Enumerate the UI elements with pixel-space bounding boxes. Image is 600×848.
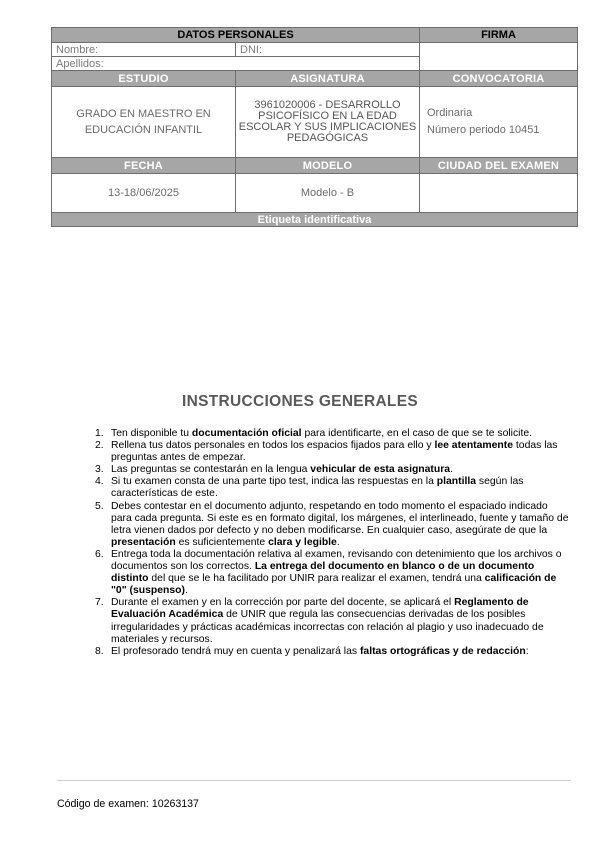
instruction-number: 4. — [95, 476, 104, 488]
instruction-bold-text: vehicular de esta asignatura — [310, 464, 451, 476]
instruction-item — [95, 440, 571, 464]
instruction-text: Ten disponible tu — [111, 428, 192, 439]
instructions-list — [95, 428, 571, 658]
dni-label: DNI: — [240, 43, 262, 56]
instruction-number: 2. — [95, 440, 104, 452]
apellidos-label: Apellidos: — [56, 57, 104, 70]
convocatoria-value — [420, 87, 578, 158]
instruction-text: todas las preguntas antes de empezar. — [111, 440, 558, 464]
instruction-number: 5. — [95, 500, 104, 512]
instruction-text: : — [525, 645, 529, 657]
convocatoria-line-1: Ordinaria — [427, 107, 473, 119]
estudio-header: ESTUDIO — [52, 71, 236, 87]
instruction-bold-text: lee atentamente — [434, 440, 514, 452]
instruction-text: . — [450, 464, 453, 476]
asignatura-line-4: PEDAGÓGICAS — [286, 132, 369, 144]
asignatura-line-1: 3961020006 - DESARROLLO — [254, 99, 401, 111]
instruction-bold-text: Reglamento de Evaluación Académica — [111, 597, 529, 621]
footer-divider — [57, 780, 571, 781]
asignatura-line-3: ESCOLAR Y SUS IMPLICACIONES — [238, 121, 417, 133]
instruction-text: . — [336, 536, 340, 548]
exam-header-form — [51, 27, 578, 227]
estudio-line-1: GRADO EN MAESTRO EN — [76, 108, 211, 120]
fecha-value: 13-18/06/2025 — [52, 174, 236, 213]
instruction-bold-text: calificación de "0" (suspenso) — [111, 573, 557, 597]
asignatura-header: ASIGNATURA — [236, 71, 420, 87]
instruction-text: para identificarte, en el caso de que se te solicite. — [301, 428, 533, 439]
fecha-header: FECHA — [52, 158, 236, 174]
instruction-text: Entrega toda la documentación relativa al examen, revisando con detenimiento que los archivos o documentos son los correctos. — [111, 548, 562, 573]
instruction-item — [95, 548, 571, 597]
instruction-item — [95, 476, 571, 500]
instruction-number: 3. — [95, 464, 104, 476]
estudio-value — [52, 87, 236, 158]
instruction-text: Las preguntas se contestarán en la lengua — [111, 464, 311, 476]
asignatura-value — [236, 87, 420, 158]
datos-personales-header: DATOS PERSONALES — [52, 28, 420, 43]
instruction-bold-text: La entrega del documento en blanco o de un documento distinto — [111, 561, 535, 585]
firma-header: FIRMA — [420, 28, 578, 43]
instruction-text: del que se le ha facilitado por UNIR para realizar el examen, tendrá una — [148, 573, 485, 585]
ciudad-header: CIUDAD DEL EXAMEN — [420, 158, 578, 174]
instruction-text: Debes contestar en el documento adjunto, respetando en todo momento el espaciado indicado para cada pregunta. Si este es en formato digital, los márgenes, el interlineado, fuente y tamaño de letra vienen dados por defecto y no deben modificarse. En cualquier caso, asegúrate de que la — [111, 500, 569, 536]
instructions-title: INSTRUCCIONES GENERALES — [182, 393, 418, 410]
modelo-value: Modelo - B — [236, 174, 420, 213]
instruction-bold-text: documentación oficial — [191, 428, 302, 439]
instruction-text: de UNIR que regula las consecuencias derivadas de los posibles irregularidades y prácticas académicas incorrectas con relación al plagio y uso inadecuado de materiales y recursos. — [111, 609, 544, 645]
modelo-header: MODELO — [236, 158, 420, 174]
instruction-item — [95, 645, 571, 658]
instruction-bold-text: faltas ortográficas y de redacción — [359, 645, 526, 657]
instruction-text: . — [184, 585, 188, 597]
estudio-line-2: EDUCACIÓN INFANTIL — [84, 124, 203, 136]
apellidos-field[interactable] — [52, 57, 420, 71]
exam-code: Código de examen: 10263137 — [57, 798, 199, 810]
instruction-text: es suficientemente — [175, 536, 269, 548]
instruction-bold-text: presentación — [111, 536, 176, 548]
instruction-item — [95, 464, 571, 476]
nombre-field[interactable] — [52, 43, 236, 57]
instruction-text: Si tu examen consta de una parte tipo test, indica las respuestas en la — [111, 476, 437, 488]
instruction-item — [95, 597, 571, 645]
instruction-text: El profesorado tendrá muy en cuenta y penalizará las — [111, 645, 360, 657]
dni-field[interactable] — [236, 43, 420, 57]
instruction-text: Durante el examen y en la corrección por parte del docente, se aplicará el — [111, 597, 455, 609]
convocatoria-header: CONVOCATORIA — [420, 71, 578, 87]
instruction-bold-text: plantilla — [436, 476, 477, 488]
asignatura-line-2: PSICOFÍSICO EN LA EDAD — [258, 110, 397, 122]
instruction-number: 1. — [95, 428, 104, 439]
instruction-item — [95, 500, 571, 549]
etiqueta-identificativa-bar: Etiqueta identificativa — [52, 213, 578, 227]
nombre-label: Nombre: — [56, 43, 99, 56]
firma-field[interactable] — [420, 43, 578, 71]
instruction-number: 7. — [95, 597, 104, 609]
convocatoria-line-2: Número periodo 10451 — [427, 124, 540, 136]
instruction-bold-text: clara y legible — [268, 536, 337, 548]
instruction-text: según las características de este. — [111, 476, 524, 500]
instruction-text: Rellena tus datos personales en todos los espacios fijados para ello y — [111, 440, 435, 452]
instruction-number: 8. — [95, 645, 104, 657]
instruction-number: 6. — [95, 548, 104, 560]
ciudad-field[interactable] — [420, 174, 578, 213]
instruction-item — [95, 428, 571, 440]
